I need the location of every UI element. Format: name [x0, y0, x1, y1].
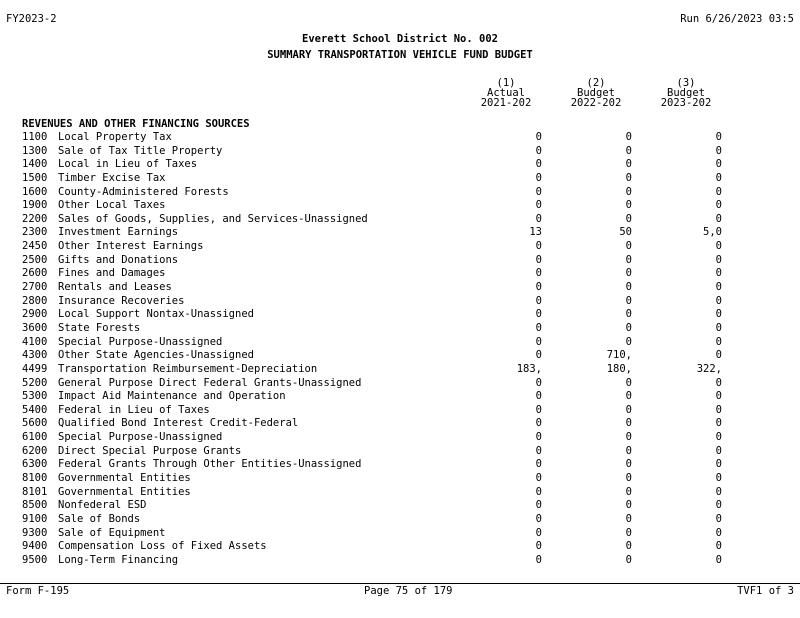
budget-2022-value: 0 — [625, 376, 632, 389]
table-row — [0, 282, 800, 296]
account-description: Local Property Tax — [58, 131, 172, 143]
table-row — [0, 337, 800, 351]
actual-value: 0 — [535, 499, 542, 512]
budget-2022-value: 0 — [625, 431, 632, 444]
account-code: 9100 — [22, 512, 48, 525]
actual-value: 0 — [535, 431, 542, 444]
actual-value: 0 — [535, 349, 542, 362]
table-row — [0, 241, 800, 255]
table-row — [0, 555, 800, 569]
budget-2022-value: 0 — [625, 281, 632, 294]
column-number: (2) — [586, 77, 606, 89]
account-code: 8101 — [22, 485, 48, 498]
budget-2022-value: 0 — [625, 444, 632, 457]
account-code: 2450 — [22, 240, 48, 253]
account-description: County-Administered Forests — [58, 185, 229, 198]
budget-2022-value: 0 — [625, 458, 632, 471]
actual-value: 0 — [535, 417, 542, 430]
report-title: SUMMARY TRANSPORTATION VEHICLE FUND BUDGET — [267, 49, 533, 61]
budget-2022-value: 0 — [625, 553, 632, 566]
table-row — [0, 214, 800, 228]
table-row — [0, 391, 800, 405]
account-code: 9500 — [22, 553, 48, 566]
table-row — [0, 418, 800, 432]
table-row — [0, 432, 800, 446]
account-code: 1600 — [22, 185, 48, 198]
budget-2022-value: 0 — [625, 253, 632, 266]
table-row — [0, 378, 800, 392]
budget-2023-value: 0 — [715, 349, 722, 362]
column-years: 2021-202 — [480, 97, 532, 109]
actual-value: 0 — [535, 294, 542, 307]
run-date-label: Run 6/26/2023 03:5 — [680, 13, 794, 25]
actual-value: 0 — [535, 171, 542, 184]
account-code: 8100 — [22, 472, 48, 485]
budget-2023-value: 322, — [696, 362, 722, 375]
actual-value: 0 — [535, 553, 542, 566]
section-title: REVENUES AND OTHER FINANCING SOURCES — [22, 118, 250, 130]
budget-2023-value: 5,0 — [703, 226, 722, 239]
table-row — [0, 296, 800, 310]
account-code: 2300 — [22, 226, 48, 239]
budget-2022-value: 0 — [625, 417, 632, 430]
table-row — [0, 528, 800, 542]
actual-value: 0 — [535, 321, 542, 334]
budget-2023-value: 0 — [715, 199, 722, 212]
account-description: Investment Earnings — [58, 226, 179, 239]
account-code: 5400 — [22, 403, 48, 416]
actual-value: 0 — [535, 444, 542, 457]
table-row — [0, 227, 800, 241]
budget-2023-value: 0 — [715, 267, 722, 280]
account-code: 1400 — [22, 158, 48, 171]
actual-value: 0 — [535, 458, 542, 471]
column-number: (3) — [676, 77, 696, 89]
account-code: 9300 — [22, 526, 48, 539]
account-description: Compensation Loss of Fixed Assets — [58, 540, 267, 553]
account-code: 6300 — [22, 458, 48, 471]
budget-2023-value: 0 — [715, 212, 722, 225]
account-description: Federal Grants Through Other Entities-Unassigned — [58, 458, 362, 471]
actual-value: 0 — [535, 335, 542, 348]
budget-2022-value: 0 — [625, 321, 632, 334]
actual-value: 13 — [529, 226, 542, 239]
account-description: Governmental Entities — [58, 472, 191, 485]
account-description: Timber Excise Tax — [58, 171, 166, 184]
account-description: Special Purpose-Unassigned — [58, 335, 223, 348]
budget-2023-value: 0 — [715, 431, 722, 444]
table-row — [0, 514, 800, 528]
column-years: 2023-202 — [660, 97, 712, 109]
account-description: Sales of Goods, Supplies, and Services-Unassigned — [58, 212, 368, 225]
account-code: 8500 — [22, 499, 48, 512]
table-row — [0, 173, 800, 187]
account-description: Local Support Nontax-Unassigned — [58, 308, 254, 321]
table-row — [0, 187, 800, 201]
budget-2022-value: 0 — [625, 390, 632, 403]
budget-2022-value: 180, — [606, 362, 632, 375]
table-row — [0, 255, 800, 269]
budget-2023-value: 0 — [715, 472, 722, 485]
budget-2023-value: 0 — [715, 253, 722, 266]
account-description: Local in Lieu of Taxes — [58, 158, 198, 171]
table-row — [0, 309, 800, 323]
account-description: Governmental Entities — [58, 485, 191, 498]
account-description: Sale of Equipment — [58, 526, 166, 539]
account-code: 6100 — [22, 431, 48, 444]
budget-2022-value: 0 — [625, 512, 632, 525]
actual-value: 0 — [535, 131, 542, 143]
actual-value: 183, — [516, 362, 542, 375]
budget-2023-value: 0 — [715, 553, 722, 566]
account-description: Fines and Damages — [58, 267, 166, 280]
account-code: 1900 — [22, 199, 48, 212]
budget-2022-value: 0 — [625, 267, 632, 280]
actual-value: 0 — [535, 199, 542, 212]
budget-2023-value: 0 — [715, 321, 722, 334]
account-code: 5300 — [22, 390, 48, 403]
account-description: Sale of Bonds — [58, 512, 141, 525]
account-description: Special Purpose-Unassigned — [58, 431, 223, 444]
account-code: 2200 — [22, 212, 48, 225]
budget-2023-value: 0 — [715, 417, 722, 430]
account-code: 1100 — [22, 131, 48, 143]
actual-value: 0 — [535, 403, 542, 416]
account-description: State Forests — [58, 321, 141, 334]
footer-divider — [0, 583, 800, 584]
account-code: 9400 — [22, 540, 48, 553]
account-code: 2800 — [22, 294, 48, 307]
column-header-actual — [470, 78, 542, 108]
table-row — [0, 459, 800, 473]
page-number: Page 75 of 179 — [364, 585, 453, 597]
account-code: 2500 — [22, 253, 48, 266]
account-code: 5200 — [22, 376, 48, 389]
budget-2022-value: 0 — [625, 499, 632, 512]
account-code: 5600 — [22, 417, 48, 430]
table-row — [0, 132, 800, 146]
actual-value: 0 — [535, 472, 542, 485]
budget-2022-value: 0 — [625, 472, 632, 485]
budget-2023-value: 0 — [715, 294, 722, 307]
account-description: Federal in Lieu of Taxes — [58, 403, 210, 416]
table-row — [0, 268, 800, 282]
actual-value: 0 — [535, 185, 542, 198]
budget-2022-value: 0 — [625, 171, 632, 184]
budget-2022-value: 0 — [625, 294, 632, 307]
budget-2023-value: 0 — [715, 403, 722, 416]
actual-value: 0 — [535, 526, 542, 539]
budget-2022-value: 0 — [625, 199, 632, 212]
actual-value: 0 — [535, 485, 542, 498]
column-label: Budget — [577, 87, 615, 99]
account-code: 2700 — [22, 281, 48, 294]
fiscal-year-label: FY2023-2 — [6, 13, 57, 25]
actual-value: 0 — [535, 376, 542, 389]
budget-2023-value: 0 — [715, 499, 722, 512]
budget-2022-value: 0 — [625, 144, 632, 157]
account-description: Long-Term Financing — [58, 553, 179, 566]
budget-2023-value: 0 — [715, 158, 722, 171]
column-label: Actual — [487, 87, 525, 99]
budget-2023-value: 0 — [715, 171, 722, 184]
table-row — [0, 541, 800, 555]
account-code: 4100 — [22, 335, 48, 348]
account-description: Rentals and Leases — [58, 281, 172, 294]
table-row — [0, 500, 800, 514]
table-row — [0, 146, 800, 160]
table-row — [0, 323, 800, 337]
account-description: Insurance Recoveries — [58, 294, 185, 307]
account-description: Direct Special Purpose Grants — [58, 444, 242, 457]
budget-2022-value: 50 — [619, 226, 632, 239]
column-header-budget-2023 — [650, 78, 722, 108]
account-code: 4300 — [22, 349, 48, 362]
account-description: Qualified Bond Interest Credit-Federal — [58, 417, 299, 430]
actual-value: 0 — [535, 158, 542, 171]
budget-2023-value: 0 — [715, 512, 722, 525]
account-description: Nonfederal ESD — [58, 499, 147, 512]
budget-2022-value: 0 — [625, 158, 632, 171]
budget-2023-value: 0 — [715, 444, 722, 457]
budget-2022-value: 0 — [625, 131, 632, 143]
actual-value: 0 — [535, 281, 542, 294]
column-header-budget-2022 — [560, 78, 632, 108]
budget-2022-value: 0 — [625, 403, 632, 416]
actual-value: 0 — [535, 390, 542, 403]
revenue-table — [0, 132, 800, 569]
account-code: 2600 — [22, 267, 48, 280]
budget-2022-value: 0 — [625, 185, 632, 198]
account-description: Other Interest Earnings — [58, 240, 204, 253]
account-description: Gifts and Donations — [58, 253, 179, 266]
form-reference: TVF1 of 3 — [737, 585, 794, 597]
table-row — [0, 200, 800, 214]
budget-2023-value: 0 — [715, 540, 722, 553]
account-description: Sale of Tax Title Property — [58, 144, 223, 157]
budget-2023-value: 0 — [715, 335, 722, 348]
budget-2023-value: 0 — [715, 185, 722, 198]
budget-2022-value: 0 — [625, 526, 632, 539]
actual-value: 0 — [535, 253, 542, 266]
account-code: 1500 — [22, 171, 48, 184]
column-years: 2022-202 — [570, 97, 622, 109]
actual-value: 0 — [535, 212, 542, 225]
actual-value: 0 — [535, 144, 542, 157]
account-code: 3600 — [22, 321, 48, 334]
actual-value: 0 — [535, 512, 542, 525]
budget-2022-value: 0 — [625, 540, 632, 553]
budget-2022-value: 0 — [625, 335, 632, 348]
account-description: Other State Agencies-Unassigned — [58, 349, 254, 362]
budget-2022-value: 0 — [625, 240, 632, 253]
budget-2022-value: 0 — [625, 485, 632, 498]
actual-value: 0 — [535, 267, 542, 280]
budget-2023-value: 0 — [715, 390, 722, 403]
actual-value: 0 — [535, 540, 542, 553]
budget-2022-value: 0 — [625, 212, 632, 225]
account-description: Transportation Reimbursement-Depreciation — [58, 362, 318, 375]
table-row — [0, 446, 800, 460]
account-code: 1300 — [22, 144, 48, 157]
actual-value: 0 — [535, 240, 542, 253]
budget-2023-value: 0 — [715, 376, 722, 389]
account-description: Other Local Taxes — [58, 199, 166, 212]
account-code: 4499 — [22, 362, 48, 375]
table-row — [0, 487, 800, 501]
budget-2023-value: 0 — [715, 308, 722, 321]
form-number: Form F-195 — [6, 585, 70, 597]
budget-2023-value: 0 — [715, 281, 722, 294]
budget-2022-value: 710, — [606, 349, 632, 362]
table-row — [0, 159, 800, 173]
budget-2023-value: 0 — [715, 131, 722, 143]
budget-2023-value: 0 — [715, 240, 722, 253]
account-code: 6200 — [22, 444, 48, 457]
account-description: General Purpose Direct Federal Grants-Unassigned — [58, 376, 362, 389]
budget-2023-value: 0 — [715, 458, 722, 471]
account-code: 2900 — [22, 308, 48, 321]
budget-2022-value: 0 — [625, 308, 632, 321]
account-description: Impact Aid Maintenance and Operation — [58, 390, 286, 403]
table-row — [0, 473, 800, 487]
table-row — [0, 364, 800, 378]
column-label: Budget — [667, 87, 705, 99]
column-number: (1) — [496, 77, 516, 89]
table-row — [0, 405, 800, 419]
table-row — [0, 350, 800, 364]
district-title: Everett School District No. 002 — [302, 33, 498, 45]
budget-2023-value: 0 — [715, 526, 722, 539]
budget-2023-value: 0 — [715, 485, 722, 498]
budget-2023-value: 0 — [715, 144, 722, 157]
actual-value: 0 — [535, 308, 542, 321]
